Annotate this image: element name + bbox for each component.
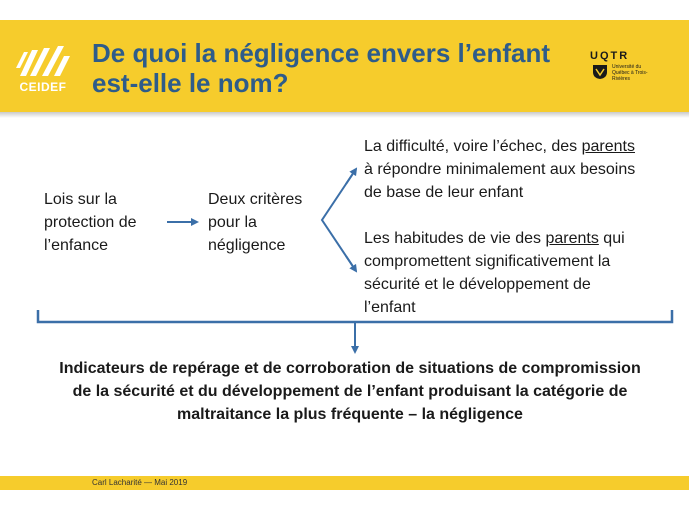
parents-underlined-1: parents	[581, 138, 635, 155]
title-line-1: De quoi la négligence envers l’enfant	[92, 38, 551, 68]
branch-arrows	[322, 172, 354, 268]
criterion-1-text: La difficulté, voire l’échec, des parents à répondre minimalement aux besoins de base de leur enfant	[364, 138, 636, 201]
footer-text: Carl Lacharité — Mai 2019	[92, 478, 188, 487]
arrow-to-criterion-2	[346, 256, 356, 271]
ceidef-logo-text: CEIDEF	[19, 80, 67, 94]
source-node: Lois sur la protection de l’enfance	[44, 191, 137, 254]
criterion-2-text: Les habitudes de vie des parents qui compromettent significativement la sécurité et le développement de l’enfant	[364, 230, 625, 316]
uqtr-logo-word: UQTR	[590, 50, 630, 62]
parents-underlined-2: parents	[545, 230, 599, 247]
criteria-node: Deux critères pour la négligence	[208, 191, 303, 254]
title-line-2: est-elle le nom?	[92, 68, 289, 98]
conclusion-text: Indicateurs de repérage et de corroboration de situations de compromission de la sécurité et du développement de l’enfant produisant la catégorie de maltraitance la plus fréquente – la négligence	[59, 360, 641, 423]
arrow-to-criterion-1	[346, 169, 356, 184]
uqtr-logo-subtitle: Université du Québec à Trois-Rivières	[612, 64, 648, 82]
